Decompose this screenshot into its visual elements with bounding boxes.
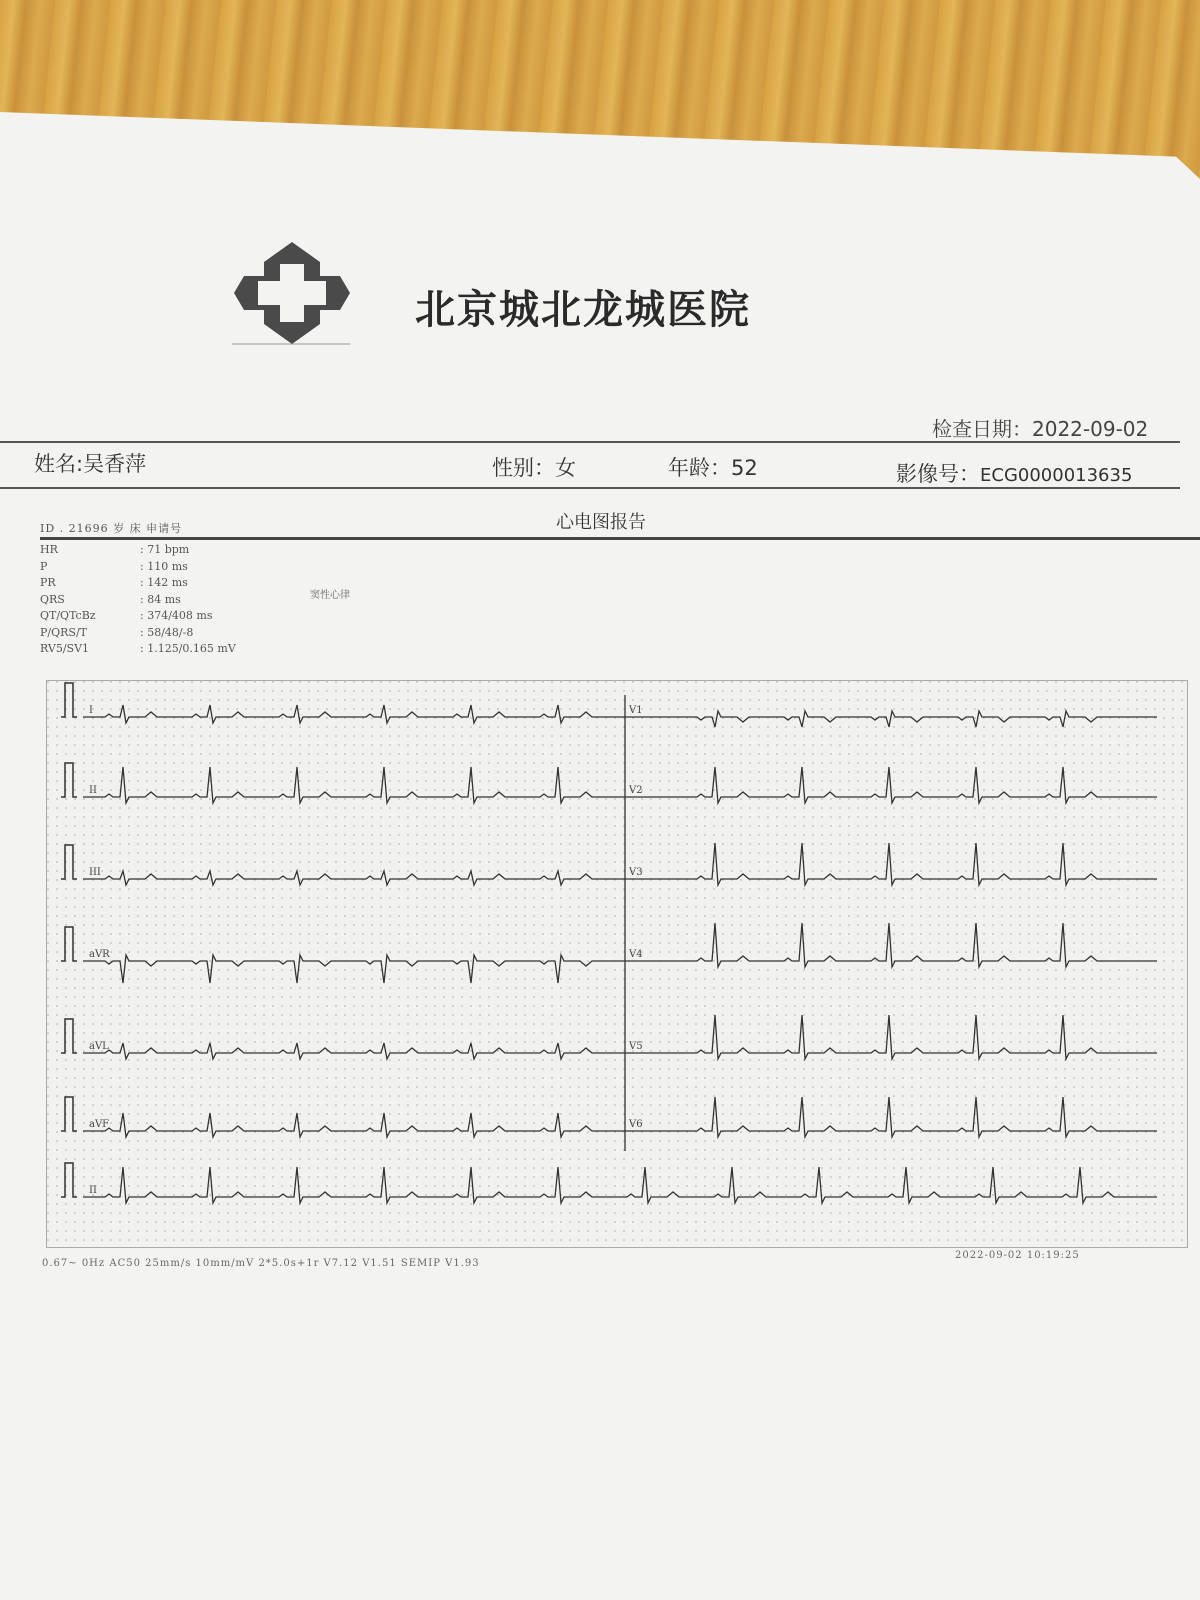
measurement-row: [40, 608, 280, 625]
measurement-row: [40, 542, 280, 559]
hospital-cross-logo: [232, 240, 352, 346]
ecg-waveforms: [47, 681, 1187, 1247]
measurement-row: [40, 575, 280, 592]
measurement-key: HR: [40, 543, 58, 556]
patient-sex: [492, 452, 576, 482]
sex-label: 性别：: [492, 456, 555, 480]
report-title: 心电图报告: [556, 512, 646, 533]
measurement-row: [40, 559, 280, 576]
measurement-row: [40, 592, 280, 609]
measurement-value: : 142 ms: [140, 576, 188, 589]
measurement-value: : 110 ms: [140, 559, 188, 573]
lead-label: II: [89, 1185, 97, 1196]
measurements-block: [40, 542, 280, 658]
report-id-line: ID . 21696 岁 床 申请号: [40, 522, 183, 535]
lead-label: V3: [629, 867, 643, 878]
name-value: 吴香萍: [83, 452, 147, 476]
lead-label: V5: [629, 1041, 643, 1052]
lead-label: aVF: [89, 1119, 110, 1130]
lead-label: V1: [629, 705, 643, 716]
measurement-key: QRS: [40, 592, 65, 606]
measurement-key: P: [40, 559, 48, 573]
measurement-row: [40, 641, 280, 658]
divider-report: [40, 537, 1200, 540]
image-number: [896, 458, 1132, 488]
lead-label: V6: [629, 1119, 643, 1130]
measurement-key: QT/QTcBz: [40, 609, 96, 622]
diagnosis-text: 窦性心律: [310, 590, 350, 601]
ecg-tracing-panel: [46, 680, 1188, 1248]
age-label: 年龄：: [668, 456, 731, 480]
exam-date: [932, 413, 1148, 442]
patient-age: [668, 452, 758, 482]
print-timestamp: 2022-09-02 10:19:25: [955, 1250, 1080, 1261]
lead-label: III: [89, 867, 101, 878]
divider-top: [0, 441, 1180, 443]
divider-info: [0, 487, 1180, 489]
exam-date-label: 检查日期：: [932, 417, 1032, 441]
patient-name: [34, 448, 146, 478]
measurement-value: : 1.125/0.165 mV: [140, 642, 236, 655]
hospital-name: 北京城北龙城医院: [415, 287, 751, 333]
measurement-key: RV5/SV1: [40, 642, 90, 655]
measurement-value: : 374/408 ms: [140, 609, 213, 622]
name-label: 姓名:: [34, 452, 84, 476]
measurement-key: PR: [40, 576, 56, 589]
lead-label: V2: [629, 785, 643, 796]
measurement-key: P/QRS/T: [40, 625, 87, 639]
sex-value: 女: [555, 456, 576, 480]
ecg-settings: 0.67~ 0Hz AC50 25mm/s 10mm/mV 2*5.0s+1r V7.12 V1.51 SEMIP V1.93: [42, 1258, 480, 1269]
image-no-value: ECG0000013635: [980, 465, 1133, 486]
lead-label: II: [89, 785, 97, 796]
lead-label: I: [89, 705, 93, 716]
age-value: 52: [731, 456, 758, 480]
measurement-row: [40, 625, 280, 642]
image-no-label: 影像号：: [896, 462, 980, 486]
exam-date-value: 2022-09-02: [1032, 417, 1149, 441]
lead-label: aVR: [89, 949, 110, 960]
measurement-value: : 84 ms: [140, 592, 181, 606]
lead-label: V4: [629, 949, 643, 960]
measurement-value: : 71 bpm: [140, 543, 190, 556]
measurement-value: : 58/48/-8: [140, 625, 194, 639]
lead-label: aVL: [89, 1041, 109, 1052]
